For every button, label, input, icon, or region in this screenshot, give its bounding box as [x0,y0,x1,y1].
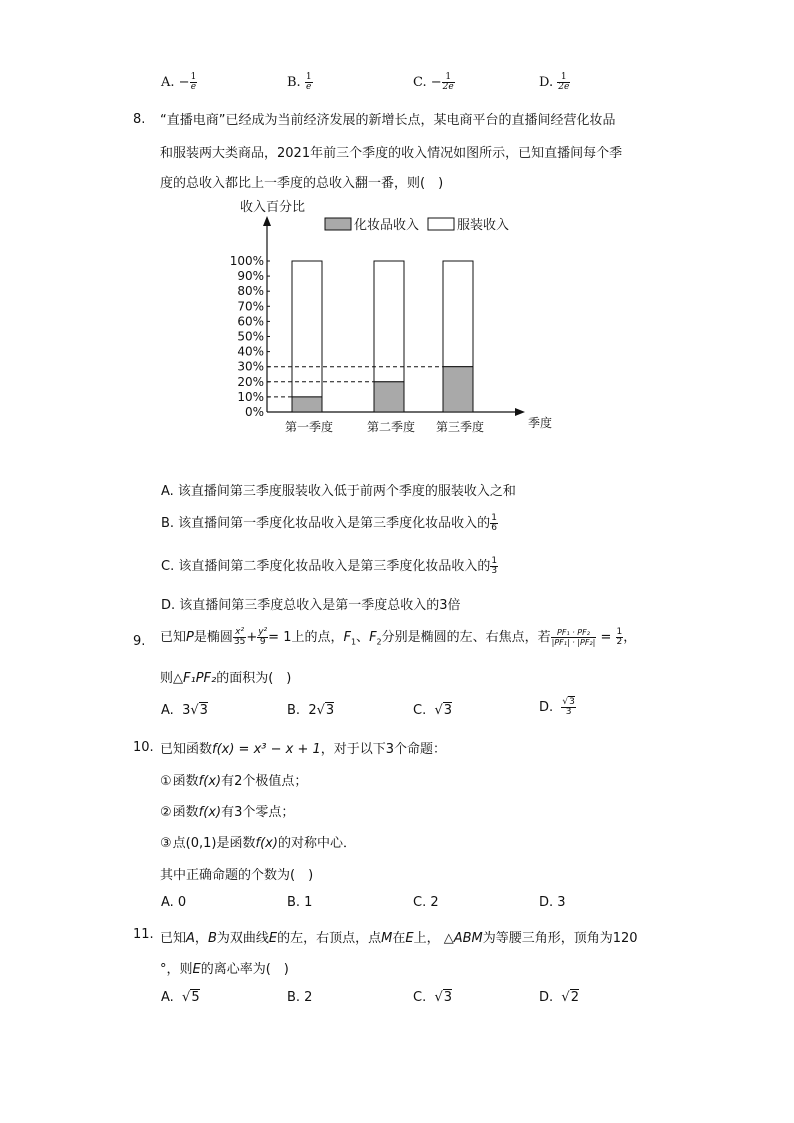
q9-number: 9. [133,634,146,649]
q10-option-c: C. 2 [413,895,439,910]
q9-option-d: D. $\frac{√3}{3}$ [539,697,575,717]
legend-swatch [325,218,351,230]
q8-option-d: D. 该直播间第三季度总收入是第一季度总收入的3倍 [161,598,461,613]
q7-option-c: C. − $\frac{1}{2e}$ [413,72,454,92]
y-tick-label: 60% [237,314,264,329]
q11-line-1: 已知A，B为双曲线E的左，右顶点，点M在E上， △ABM为等腰三角形，顶角为120 [160,931,638,946]
y-tick-label: 80% [237,284,264,299]
q8-line-3: 度的总收入都比上一季度的总收入翻一番，则( ) [160,176,444,191]
y-tick-label: 100% [229,254,264,268]
legend-label: 服装收入 [457,218,510,233]
q9-option-b: B. 2√3 [287,703,335,718]
y-tick-label: 0% [244,405,264,419]
y-tick-label: 20% [237,374,264,389]
q11-option-a: A. √5 [161,990,200,1005]
y-tick-label: 30% [237,359,264,374]
q11-number: 11. [133,927,154,942]
q9-line-2: 则△F₁PF₂的面积为( ) [160,671,292,686]
y-tick-label: 70% [237,299,264,314]
q10-option-b: B. 1 [287,895,313,910]
y-axis-label: 收入百分比 [240,200,306,215]
bar-clothing-1 [292,261,322,397]
q9-option-a: A. 3√3 [161,703,208,718]
q10-option-a: A. 0 [161,895,187,910]
bar-clothing-3 [443,261,473,367]
q8-line-1: “直播电商”已经成为当前经济发展的新增长点，某电商平台的直播间经营化妆品 [160,113,616,128]
q11-option-c: C. √3 [413,990,453,1005]
y-tick-label: 40% [237,344,264,359]
bar-clothing-2 [374,261,404,382]
q10-proposition-1: ①函数f(x)有2个极值点； [160,773,308,789]
q8-option-a: A. 该直播间第三季度服装收入低于前两个季度的服装收入之和 [161,484,516,499]
q10-question: 其中正确命题的个数为( ) [160,868,314,883]
q7-option-d: D. $\frac{1}{2e}$ [539,72,570,92]
q10-proposition-3: ③点(0,1)是函数f(x)的对称中心． [160,835,356,851]
q8-option-c: C. 该直播间第二季度化妆品收入是第三季度化妆品收入的 $\frac{1}{3}$ [161,556,498,576]
q10-proposition-2: ②函数f(x)有3个零点； [160,804,295,820]
q7-option-a: A. − $\frac{1}{e}$ [161,72,197,92]
legend [325,217,509,233]
q8-line-2: 和服装两大类商品，2021年前三个季度的收入情况如图所示，已知直播间每个季 [160,146,623,161]
q11-line-2: °，则E的离心率为( ) [160,962,289,977]
q8-option-b: B. 该直播间第一季度化妆品收入是第三季度化妆品收入的 $\frac{1}{6}$ [161,513,497,533]
x-axis-label: 季度 [528,416,553,430]
q8-number: 8. [133,112,146,127]
x-tick-label: 第二季度 [366,420,416,434]
legend-label: 化妆品收入 [354,218,420,233]
bar-cosmetics-3 [443,367,473,412]
bar-cosmetics-1 [292,397,322,412]
y-tick-label: 10% [237,389,264,404]
q10-line-1: 已知函数f(x) = x³ − x + 1，对于以下3个命题： [160,742,447,757]
x-tick-label: 第三季度 [435,420,485,434]
y-tick-label: 50% [237,329,264,344]
q11-option-b: B. 2 [287,990,313,1005]
x-tick-label: 第一季度 [284,420,334,434]
q7-option-b: B. $\frac{1}{e}$ [287,72,312,92]
y-tick-label: 90% [237,269,264,284]
q10-option-d: D. 3 [539,895,566,910]
q10-number: 10. [133,740,154,755]
q9-line-1: 已知P是椭圆 $\frac{\text{x²}}{35}$ + $\frac{\text{y²}}{9}$ = 1上的点，$F_1$、$F_2$分别是椭圆的左、右焦点，若 $\frac{\text{PF₁ · PF₂}}{\text{|PF₁| · |PF₂|}}$ = $\frac{1}{2}$ ， [160,627,637,647]
y-axis-arrow [263,216,271,226]
q9-option-c: C. √3 [413,703,453,718]
x-axis-arrow [515,408,525,416]
q11-option-d: D. √2 [539,990,579,1005]
q8-stacked-bar-chart [225,194,570,444]
legend-swatch [428,218,454,230]
bar-cosmetics-2 [374,382,404,412]
